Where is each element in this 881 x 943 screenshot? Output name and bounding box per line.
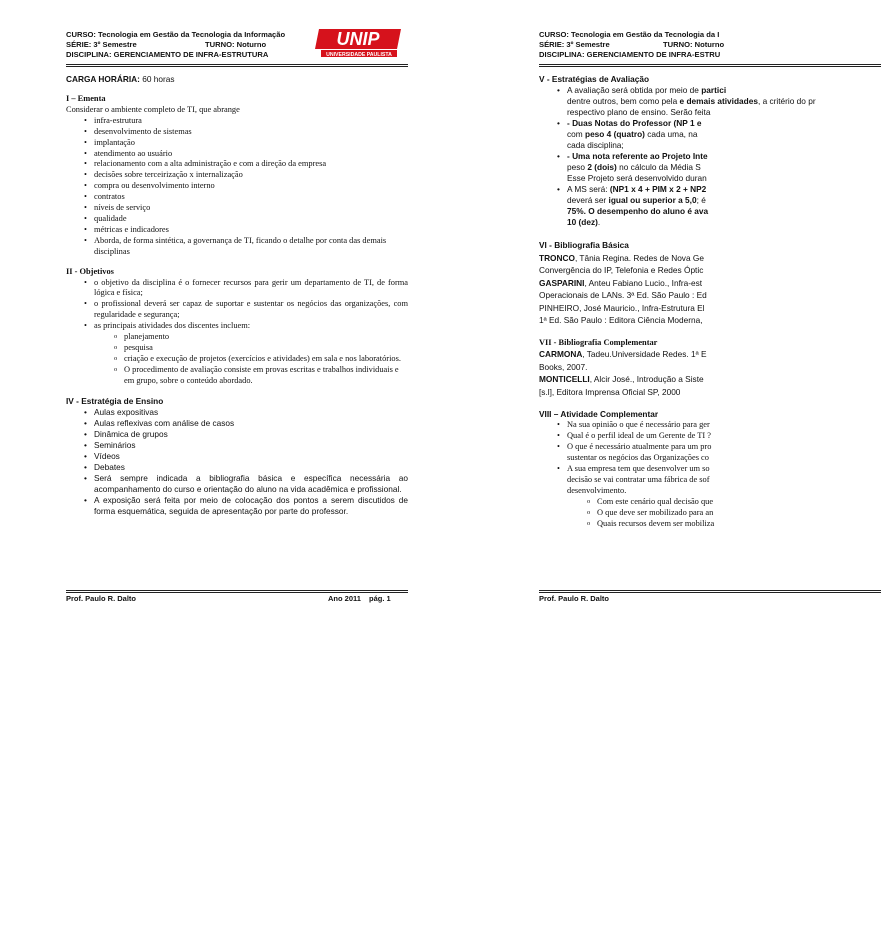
reference: [s.l], Editora Imprensa Oficial SP, 2000	[539, 386, 681, 397]
estrategia-section	[66, 396, 408, 517]
turno-label: TURNO: Noturno	[205, 40, 267, 49]
list-item: • implantação	[66, 138, 408, 149]
logo-subtitle: UNIVERSIDADE PAULISTA	[326, 52, 392, 58]
list-item: • desenvolvimento de sistemas	[66, 127, 408, 138]
ementa-section	[66, 94, 408, 258]
reference: Operacionais de LANs. 3ª Ed. São Paulo : Ed	[539, 290, 707, 300]
sub-list-item: o Com este cenário qual decisão que	[539, 497, 881, 508]
course-label: CURSO: Tecnologia em Gestão da Tecnologia da Informação	[66, 30, 286, 39]
discipline-label: DISCIPLINA: GERENCIAMENTO DE INFRA-ESTRU	[539, 50, 721, 59]
list-item: • Dinâmica de grupos	[66, 429, 408, 440]
reference: CARMONA, Tadeu.Universidade Redes. 1ª E	[539, 349, 707, 360]
sub-list-item: o Quais recursos devem ser mobiliza	[539, 519, 881, 530]
reference: Books, 2007.	[539, 361, 588, 372]
list-item: • - Duas Notas do Professor (NP 1 e com peso 4 (quatro) cada uma, na cada disciplina;	[539, 118, 881, 151]
workload-line	[66, 74, 408, 85]
course-label: CURSO: Tecnologia em Gestão da Tecnologia da I	[539, 30, 720, 39]
list-item: • o objetivo da disciplina é o fornecer recursos para gerir um departamento de TI, de forma lógica e física;	[66, 278, 408, 300]
list-item: • atendimento ao usuário	[66, 149, 408, 160]
avaliacao-section	[539, 74, 881, 228]
sub-list-item: o pesquisa	[66, 343, 408, 354]
list-item: • qualidade	[66, 214, 408, 225]
bibliografia-basica-title: VI - Bibliografia Básica	[539, 240, 629, 250]
list-item: • - Uma nota referente ao Projeto Inte peso 2 (dois) no cálculo da Média S Esse Projeto será desenvolvido duran	[539, 151, 881, 184]
list-item: • Na sua opinião o que é necessário para ger	[539, 420, 881, 431]
list-item: • decisões sobre terceirização x internalização	[66, 170, 408, 181]
objetivos-section	[66, 267, 408, 387]
turno-label: TURNO: Noturno	[663, 40, 725, 49]
header-divider	[66, 64, 408, 67]
header-divider	[539, 64, 881, 67]
bibliografia-complementar-section	[539, 338, 881, 399]
document-page-2	[539, 0, 816, 603]
list-item: • Aborda, de forma sintética, a governança de TI, ficando o detalhe por conta das demais disciplinas	[66, 236, 408, 258]
atividade-complementar-title: VIII – Atividade Complementar	[539, 409, 659, 420]
atividade-complementar-section	[539, 409, 881, 529]
list-item: • A MS será: (NP1 x 4 + PIM x 2 + NP2 deverá ser igual ou superior a 5,0; é 75%. O desempenho do aluno é ava 10 (dez).	[539, 184, 881, 228]
page-footer	[539, 594, 881, 603]
ementa-intro: Considerar o ambiente completo de TI, que abrange	[66, 104, 240, 114]
list-item: • métricas e indicadores	[66, 225, 408, 236]
unip-logo	[313, 27, 405, 59]
logo-text: UNIP	[336, 29, 380, 49]
reference: TRONCO, Tânia Regina. Redes de Nova Ge	[539, 252, 704, 263]
sub-list-item: o O procedimento de avaliação consiste em provas escritas e trabalhos individuais e em grupo, sobre o conteúdo abordado.	[66, 365, 408, 387]
list-item: • Seminários	[66, 440, 408, 451]
list-item: • A avaliação será obtida por meio de partici dentre outros, bem como pela e demais atividades, a critério do pr respectivo plano de ensino. Serão feita	[539, 85, 881, 118]
sub-list-item: o planejamento	[66, 332, 408, 343]
list-item: • Será sempre indicada a bibliografia básica e específica necessária ao acompanhamento do curso e orientação do aluno na vida acadêmica e profissional.	[66, 473, 408, 495]
reference: Convergência do IP, Telefonia e Redes Óptic	[539, 265, 704, 275]
page-footer	[66, 594, 408, 603]
list-item: • Qual é o perfil ideal de um Gerente de TI ?	[539, 431, 881, 442]
professor-name: Prof. Paulo R. Dalto	[539, 594, 610, 603]
footer-divider	[66, 590, 408, 593]
list-item: • Vídeos	[66, 451, 408, 462]
list-item: • infra-estrutura	[66, 116, 408, 127]
bibliografia-complementar-title: VII - Bibliografia Complementar	[539, 337, 658, 347]
workload-value: 60 horas	[139, 74, 175, 84]
list-item: • compra ou desenvolvimento interno	[66, 181, 408, 192]
footer-divider	[539, 590, 881, 593]
list-item: • A exposição será feita por meio de colocação dos pontos a serem discutidos de forma esquemática, seguida de apresentação por parte do professor.	[66, 495, 408, 517]
reference: 1ª Ed. São Paulo : Editora Ciência Moderna,	[539, 315, 703, 325]
reference: MONTICELLI, Alcir José., Introdução a Siste	[539, 374, 704, 385]
workload-label: CARGA HORÁRIA:	[66, 74, 140, 84]
discipline-label: DISCIPLINA: GERENCIAMENTO DE INFRA-ESTRUTURA	[66, 50, 269, 59]
list-item: • relacionamento com a alta administração e com a direção da empresa	[66, 159, 408, 170]
list-item: • contratos	[66, 192, 408, 203]
list-item: • níveis de serviço	[66, 203, 408, 214]
avaliacao-title: V - Estratégias de Avaliação	[539, 74, 650, 84]
document-page-1	[66, 0, 408, 603]
page-header	[539, 30, 725, 60]
year-label: Ano 2011	[328, 594, 361, 603]
sub-list-item: o criação e execução de projetos (exercícios e atividades) em sala e nos laboratórios.	[66, 354, 408, 365]
series-label: SÉRIE: 3º Semestre	[539, 40, 610, 49]
reference: GASPARINI, Anteu Fabiano Lucio., Infra-est	[539, 277, 703, 288]
bibliografia-basica-section	[539, 239, 881, 327]
list-item: • as principais atividades dos discentes incluem:	[66, 321, 408, 332]
estrategia-title: IV - Estratégia de Ensino	[66, 395, 164, 406]
page-number: pág. 1	[369, 594, 391, 603]
list-item: • Aulas expositivas	[66, 407, 408, 418]
professor-name: Prof. Paulo R. Dalto	[66, 594, 137, 603]
list-item: • O que é necessário atualmente para um pro sustentar os negócios das Organizações co	[539, 442, 881, 464]
list-item: • Debates	[66, 462, 408, 473]
list-item: • A sua empresa tem que desenvolver um so decisão se vai contratar uma fábrica de sof desenvolvimento.	[539, 464, 881, 497]
ementa-title: I – Ementa	[66, 94, 106, 103]
series-label: SÉRIE: 3º Semestre	[66, 40, 137, 49]
page-header	[66, 30, 285, 60]
reference: PINHEIRO, José Mauricio., Infra-Estrutura El	[539, 302, 705, 313]
list-item: • Aulas reflexivas com análise de casos	[66, 418, 408, 429]
list-item: • o profissional deverá ser capaz de suportar e sustentar os negócios das organizações, com regularidade e segurança;	[66, 299, 408, 321]
sub-list-item: o O que deve ser mobilizado para an	[539, 508, 881, 519]
objetivos-title: II - Objetivos	[66, 266, 114, 276]
